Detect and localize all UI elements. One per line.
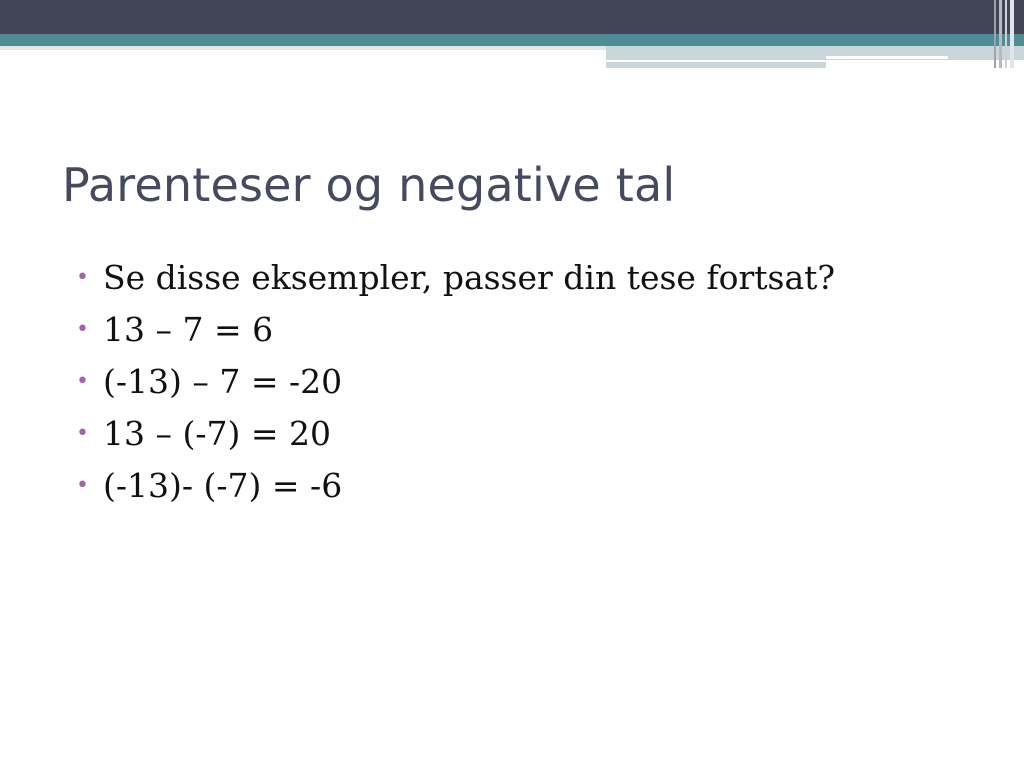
header-stripes (994, 0, 1024, 68)
bullet-item (76, 414, 835, 466)
bullet-item (76, 310, 835, 362)
bullet-dot-icon: • (76, 265, 89, 290)
bullet-text: (-13) – 7 = -20 (103, 362, 343, 401)
bullet-dot-icon: • (76, 421, 89, 446)
slide-title: Parenteser og negative tal (62, 158, 676, 212)
bullet-text: Se disse eksempler, passer din tese fortsat? (103, 258, 836, 297)
bullet-text: 13 – (-7) = 20 (103, 414, 331, 453)
header-band-teal-light (606, 46, 1024, 60)
bullet-dot-icon: • (76, 317, 89, 342)
bullet-item (76, 466, 835, 518)
header-band-accent (606, 62, 826, 68)
header-band-highlight (826, 56, 948, 59)
header-band-thin (0, 46, 606, 50)
bullet-list (76, 258, 835, 518)
bullet-dot-icon: • (76, 473, 89, 498)
header-band-teal (0, 34, 1024, 46)
bullet-dot-icon: • (76, 369, 89, 394)
bullet-item (76, 362, 835, 414)
bullet-text: (-13)- (-7) = -6 (103, 466, 343, 505)
header-band-dark (0, 0, 1024, 34)
bullet-text: 13 – 7 = 6 (103, 310, 274, 349)
bullet-item (76, 258, 835, 310)
